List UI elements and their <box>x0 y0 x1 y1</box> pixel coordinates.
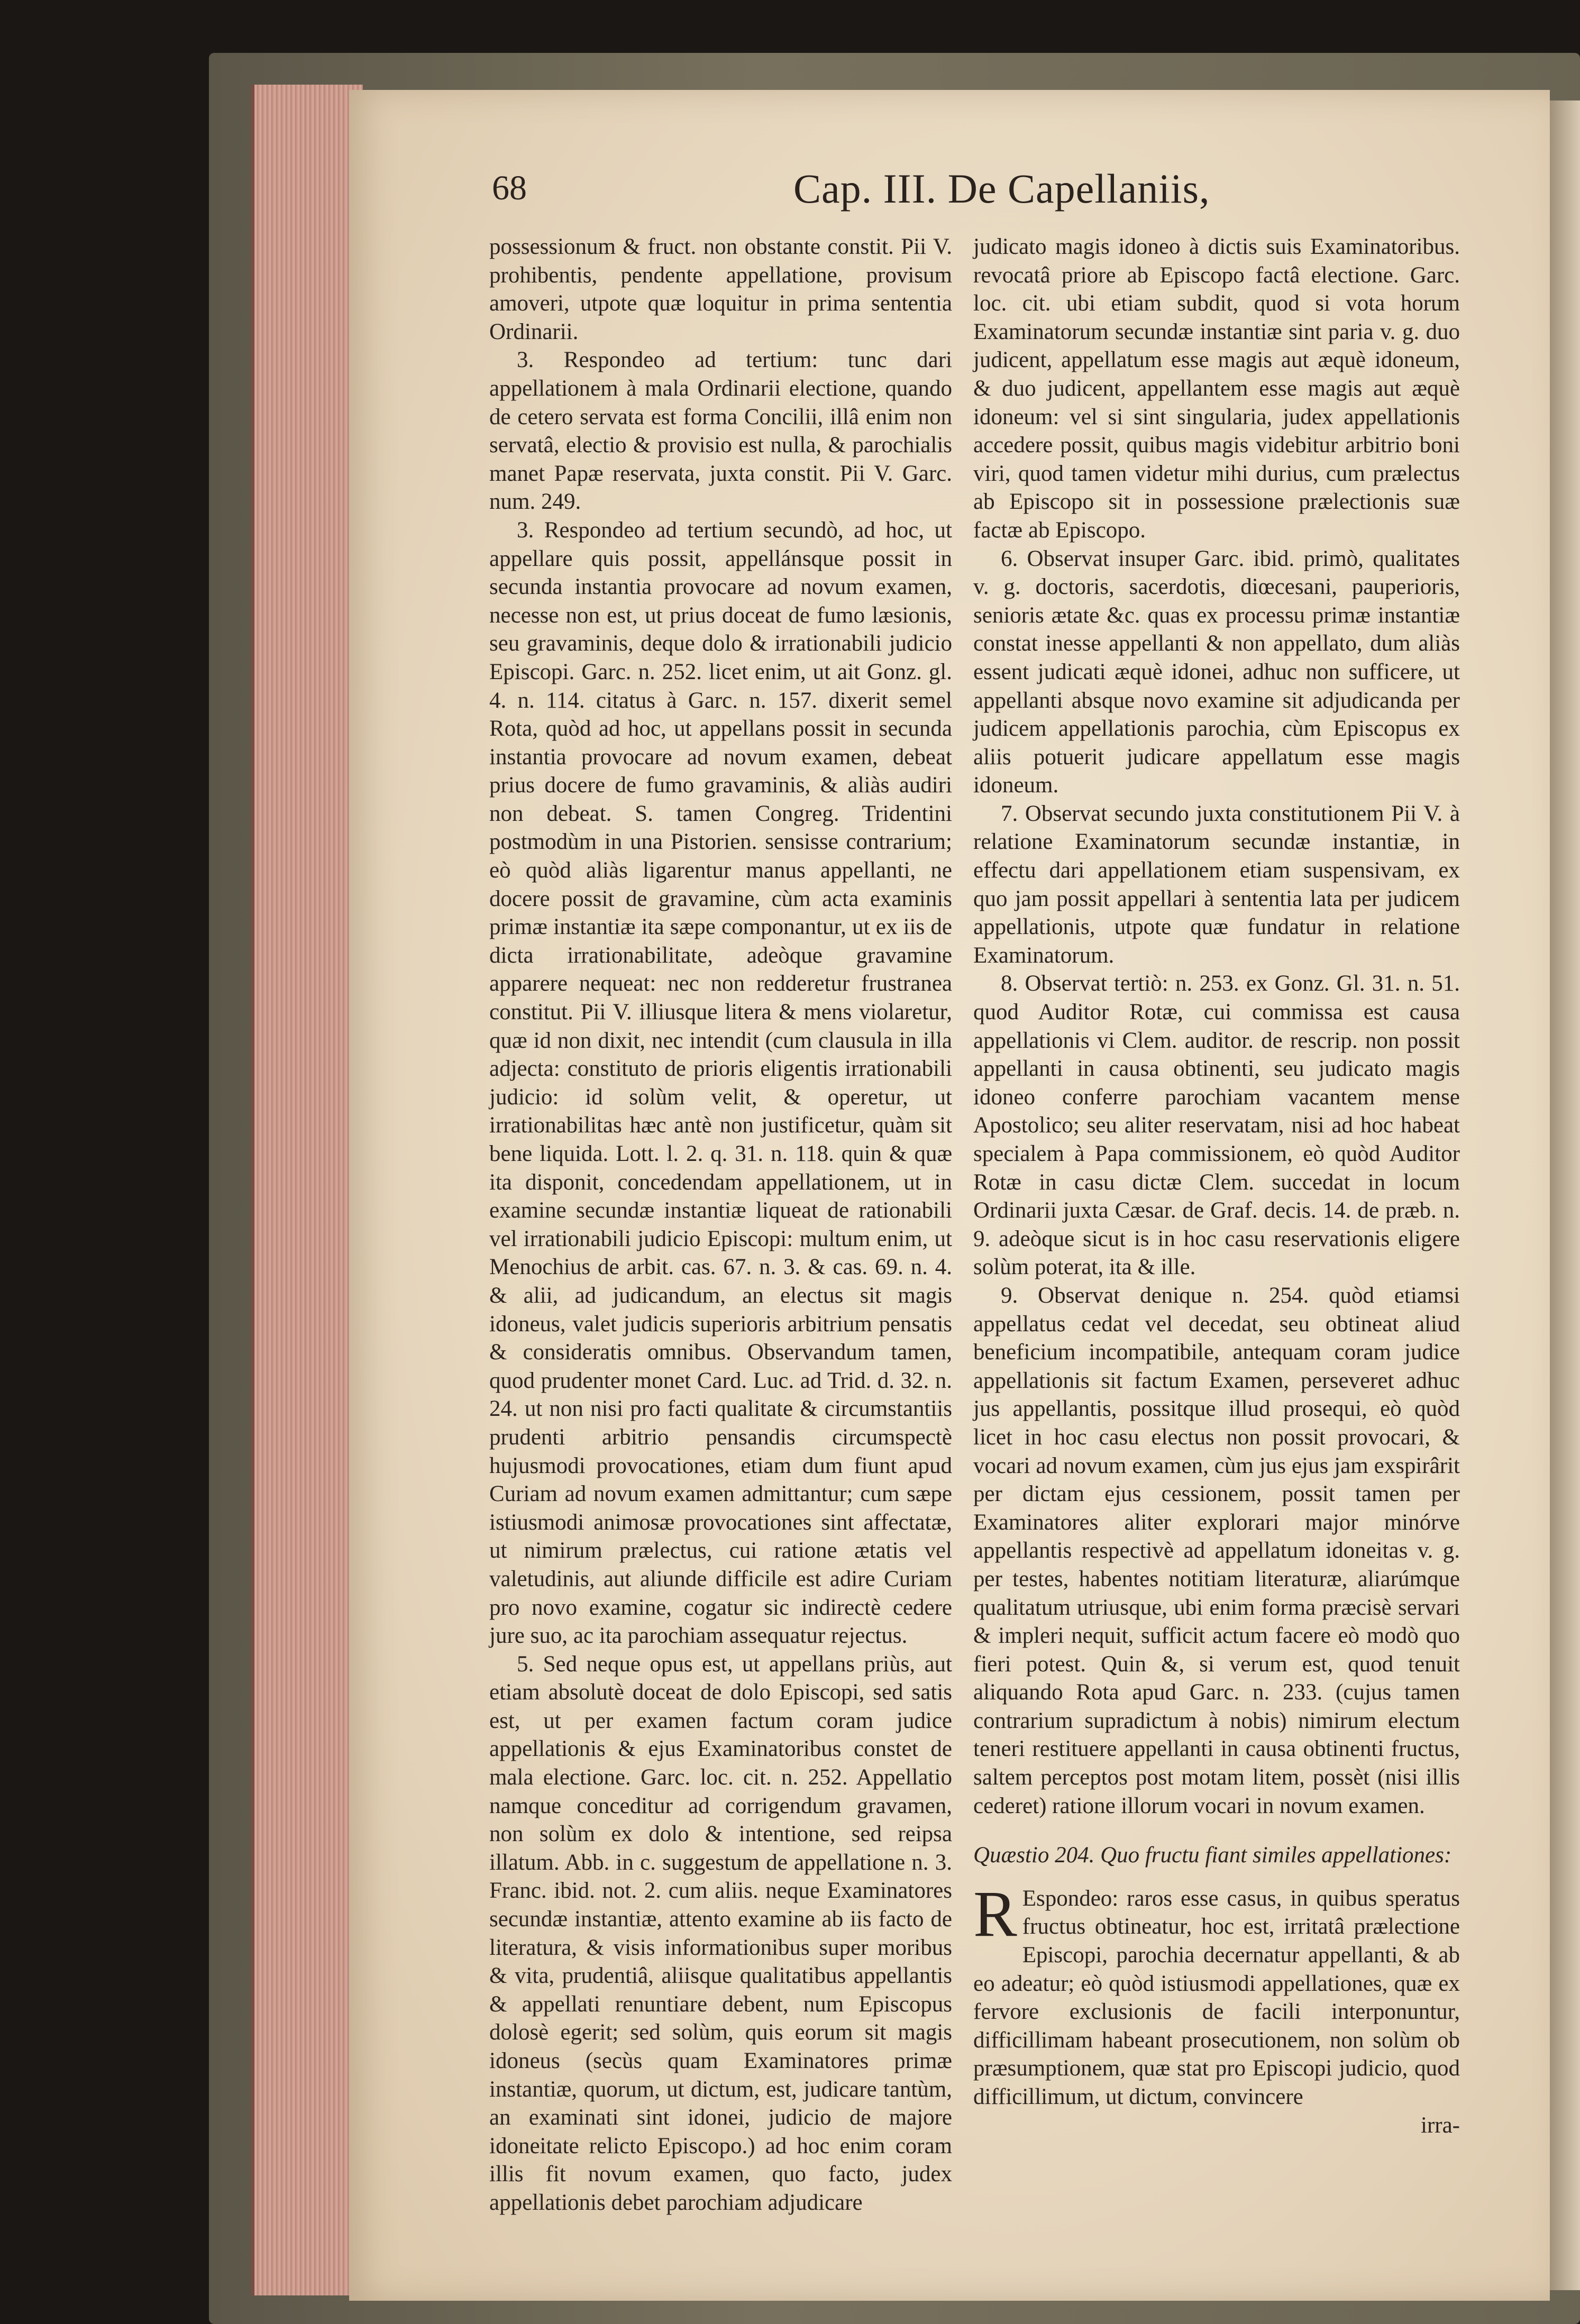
paragraph: 9. Observat denique n. 254. quòd etiamsi appellatus cedat vel decedat, seu obtineat aliud beneficium incompatibile, antequam coram judice appellationis sit factum Examen, perseveret adhuc jus appellantis, possitque illud prosequi, eò quòd licet in hoc casu electus non possit provocari, & vocari ad novum examen, cùm jus ejus jam exspirârit per dictam ejus cessionem, possit tamen per Examinatores aliter explorari major minórve appellantis respectivè ad appellatum idoneitas v. g. per testes, habentes notitiam literaturæ, aliarúmque qualitatum utriusque, ubi enim forma præcisè servari & impleri nequit, sufficit actum facere eò modò quo fieri potest. Quin &, si verum est, quod tenuit aliquando Rota apud Garc. n. 233. (cujus tamen contrarium supradictum à nobis) nimirum electum teneri restituere appellanti in causa obtinenti fructus, saltem perceptos post motam litem, possèt (nisi illis cederet) ratione illorum vocari in novum examen. <box>973 1283 1460 1818</box>
question-title: Quo fructu fiant similes appellationes: <box>1100 1843 1452 1868</box>
running-head <box>492 168 1460 226</box>
paragraph: 3. Respondeo ad tertium: tunc dari appellationem à mala Ordinarii electione, quando de cetero servata est forma Concilii, illâ enim non servatâ, electio & provisio est nulla, & parochialis manet Papæ reservata, juxta constit. Pii V. Garc. num. 249. <box>489 347 952 515</box>
left-column <box>489 233 952 2217</box>
chapter-title: Cap. III. De Capellaniis, <box>793 166 1210 212</box>
paragraph: 7. Observat secundo juxta constitutionem Pii V. à relatione Examinatorum secundæ instantiæ, in effectu dari appellationem etiam suspensivam, ex quo jam possit appellari à sententia lata per judicem appellationis, utpote quæ fundatur in relatione Examinatorum. <box>973 801 1460 968</box>
answer-text: Espondeo: raros esse casus, in quibus speratus fructus obtineatur, hoc est, irritatâ prælectione Episcopi, parochia decernatur appellanti, & ab eo adeatur; eò quòd istiusmodi appellationes, quæ ex fervore exclusionis de facili interponuntur, difficillimam habeant prosecutionem, non solùm ob præsumptionem, quæ stat pro Episcopi judicio, quod difficillimum, ut dictum, convincere <box>973 1886 1460 2109</box>
right-column <box>973 233 1460 2139</box>
facing-page-edge <box>1550 100 1580 2290</box>
paragraph: 8. Observat tertiò: n. 253. ex Gonz. Gl. 31. n. 51. quod Auditor Rotæ, cui commissa est causa appellationis vi Clem. auditor. de rescrip. non possit appellanti in causa obtinenti, seu judicato magis idoneo conferre parochiam vacantem mense Apostolico; seu aliter reservatam, nisi ad hoc habeat specialem à Papa commissionem, eò quòd Auditor Rotæ in casu dictæ Clem. succedat in locum Ordinarii juxta Cæsar. de Graf. decis. 14. de præb. n. 9. adeòque sicut is in hoc casu reservationis eligere solùm poterat, ita & ille. <box>973 971 1460 1280</box>
question-label: Quæstio 204. <box>973 1843 1095 1868</box>
page-number: 68 <box>492 169 527 207</box>
paragraph: 5. Sed neque opus est, ut appellans priùs, aut etiam absolutè doceat de dolo Episcopi, sed satis est, ut per examen factum coram judice appellationis & ejus Examinatoribus constet de mala electione. Garc. loc. cit. n. 252. Appellatio namque conceditur ad corrigendum gravamen, non solùm ex dolo & intentione, sed reipsa illatum. Abb. in c. suggestum de appellatione n. 3. Franc. ibid. not. 2. cum aliis. neque Examinatores secundæ instantiæ, attento examine ab iis facto de literatura, & visis informationibus super moribus & vita, prudentiâ, aliisque qualitatibus appellantis & appellati renuntiare debent, num Episcopus dolosè egerit; sed solùm, quis eorum sit magis idoneus (secùs quam Examinatores primæ instantiæ, quorum, ut dictum, est, judicare tantùm, an examinati sint idonei, judicio de majore idoneitate relicto Episcopo.) ad hoc enim coram illis fit novum examen, quo facto, judex appellationis debet parochiam adjudicare <box>489 1651 952 2215</box>
answer-paragraph <box>973 1877 1460 2111</box>
question-heading <box>973 1841 1460 1870</box>
catchword: irra- <box>1421 2112 1460 2138</box>
paragraph: possessionum & fruct. non obstante constit. Pii V. prohibentis, pendente appellatione, provisum amoveri, utpote quæ loquitur in prima sententia Ordinarii. <box>489 234 952 344</box>
paragraph: 3. Respondeo ad tertium secundò, ad hoc, ut appellare quis possit, appellánsque possit in secunda instantia provocare ad novum examen, necesse non est, ut prius doceat de fumo læsionis, seu gravaminis, deque dolo & irrationabili judicio Episcopi. Garc. n. 252. licet enim, ut ait Gonz. gl. 4. n. 114. citatus à Garc. n. 157. dixerit semel Rota, quòd ad hoc, ut appellans possit in secunda instantia provocare ad novum examen, debeat prius docere de fumo gravaminis, & aliàs audiri non debeat. S. tamen Congreg. Tridentini postmodùm in una Pistorien. sensisse contrarium; eò quòd aliàs ligarentur manus appellanti, ne docere possit de gravamine, cùm acta examinis primæ instantiæ ita sæpe componantur, ut ex iis de dicta irrationabilitate, adeòque gravamine apparere nequeat: nec non redderetur frustranea constitut. Pii V. illiusque litera & mens violaretur, quæ id non dixit, nec intendit (cum clausula in illa adjecta: constituto de prioris eligentis irrationabili judicio: id solùm velit, & operetur, ut irrationabilitas hæc antè non justificetur, quàm sit bene liquida. Lott. l. 2. q. 31. n. 118. quin & quæ ita disponit, concedendam appellationem, ut in examine secundæ instantiæ liqueat de rationabili vel irrationabili judicio Episcopi: multum enim, ut Menochius de arbit. cas. 67. n. 3. & cas. 69. n. 4. & alii, ad judicandum, an electus sit magis idoneus, valet judicis superioris arbitrium pensatis & consideratis omnibus. Observandum tamen, quod prudenter monet Card. Luc. ad Trid. d. 32. n. 24. ut non nisi pro facti qualitate & circumstantiis prudenti arbitrio pensandis circumspectè hujusmodi provocationes, etiam dum fiunt apud Curiam ad novum examen admittantur; cum sæpe istiusmodi animosæ provocationes sint affectatæ, ut nimirum prælectus, cui ratione ætatis vel valetudinis, aut aliunde difficile est adire Curiam pro novo examine, cogatur sic indirectè cedere jure suo, ac ita parochiam assequatur rejectus. <box>489 517 952 1649</box>
page-edges-red <box>251 85 363 2295</box>
drop-cap: R <box>973 1877 1017 1950</box>
paragraph: judicato magis idoneo à dictis suis Examinatoribus. revocatâ priore ab Episcopo factâ electione. Garc. loc. cit. ubi etiam subdit, quod si vota horum Examinatorum secundæ instantiæ sint paria v. g. duo judicent, appellatum esse magis aut æquè idoneum, & duo judicent, appellantem esse magis aut æquè idoneum: vel si sint singularia, judex appellationis accedere possit, quibus magis videbitur arbitrio boni viri, quod tamen videtur mihi durius, cum prælectus ab Episcopo sit in possessione prælectionis suæ factæ ab Episcopo. <box>973 234 1460 543</box>
paragraph: 6. Observat insuper Garc. ibid. primò, qualitates v. g. doctoris, sacerdotis, diœcesani, pauperioris, senioris ætate &c. quas ex processu primæ instantiæ constat inesse appellanti & non appellato, dum aliàs essent judicati æquè idonei, adhuc non sufficere, ut appellanti absque novo examine sit adjudicanda per judicem appellationis parochia, cùm Episcopus ex aliis potuerit judicare appellatum esse magis idoneum. <box>973 546 1460 798</box>
